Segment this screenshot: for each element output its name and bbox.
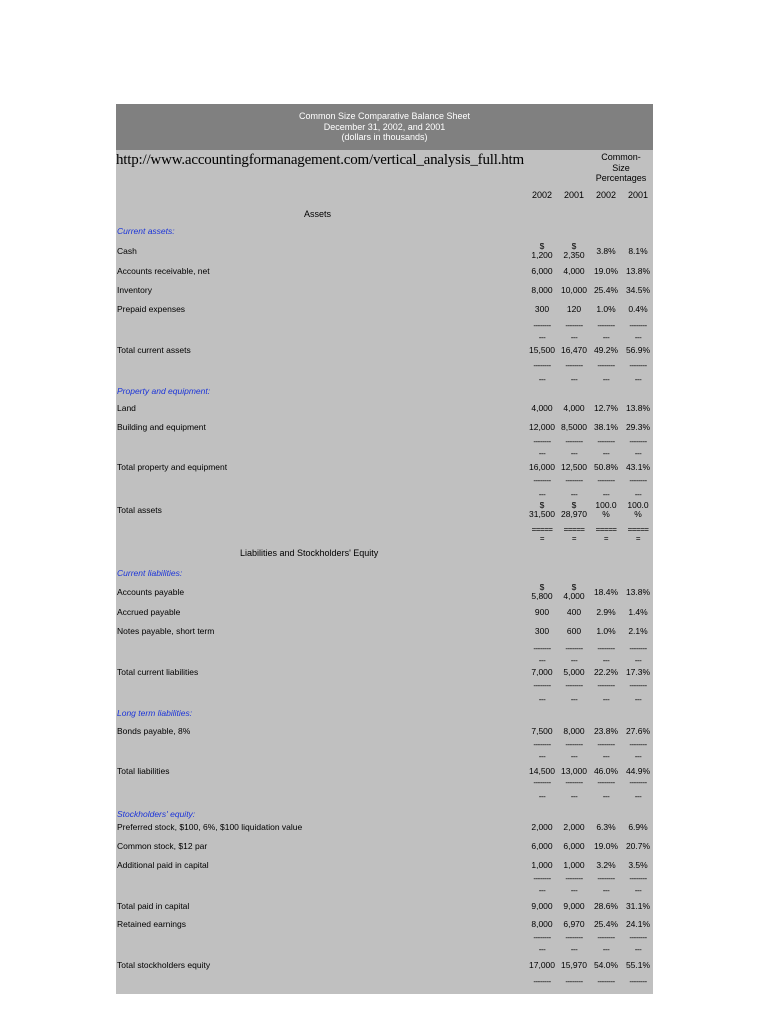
- row-value: 4,000: [531, 403, 553, 413]
- row-value: 1.0%: [596, 626, 616, 636]
- row-value: 2,000: [531, 822, 553, 832]
- year-header: 2001: [563, 190, 585, 200]
- row-value: 12,500: [561, 462, 587, 472]
- row-value: 600: [566, 626, 582, 636]
- row-value: 25.4%: [593, 919, 619, 929]
- row-label: Inventory: [117, 285, 152, 295]
- row-value: 55.1%: [625, 960, 651, 970]
- row-value: 3.2%: [596, 860, 616, 870]
- row-label: Total current liabilities: [117, 667, 199, 677]
- row-value: 13.8%: [625, 587, 651, 597]
- row-label: Total current assets: [117, 345, 191, 355]
- row-value: 100.0 %: [595, 500, 617, 519]
- row-label: Total assets: [117, 505, 162, 515]
- row-value: 6.9%: [628, 822, 648, 832]
- row-value: 15,970: [561, 960, 587, 970]
- row-value: 15,500: [529, 345, 555, 355]
- row-value: 2.9%: [596, 607, 616, 617]
- year-header: 2001: [627, 190, 649, 200]
- category-equity: Stockholders' equity:: [117, 809, 196, 819]
- row-value: 46.0%: [593, 766, 619, 776]
- balance-sheet-table: Common Size Comparative Balance Sheet December 31, 2002, and 2001 (dollars in thousands) http://www.accountingformanagement.com/vertical_analysis_full.htm Common- Size Percentages 2002 2001 2002 2001 Assets Current assets: Cash $ 1,200 $ 2,350 3.8% 8.1% Accounts receivable, net 6,000 4,000 19.0% 13.8% Inventory 8,000 10,000 25.4% 34.5% Prepaid expenses 300 120 1.0% 0.4% Total current assets 15,500 16,470 49.2% 56.9% Land 4,000 4,000 12.7% 13.8% Building and equipment 12,000 8,5000 38.1% 29.3% Total property and equipment 16,000 12,500 50.8% 43.1% Total assets $ 31,500 $ 28,970 100.0 % 100.0 % Accounts payable $ 5,800 $ 4,000 18.4% 13.8% Accrued payable 900 400 2.9% 1.4% Notes payable, short term 300 600 1.0% 2.1% Total current liabilities 7,000 5,000 22.2% 17.3% Bonds payable, 8% 7,500 8,000 23.8% 27.6% Total liabilities 14,500 13,000 46.0% 44.9% Preferred stock, $100, 6%, $100 liquidation value 2,000 2,000 6.3% 6.9% Common stock, $12 par 6,000 6,000 19.0% 20.7% Additional paid in capital 1,000 1,000 3.2% 3.5% Total paid in capital 9,000 9,000 28.6% 31.1% Retained earnings 8,000 6,970 25.4% 24.1% Total stockholders equity 17,000 15,970 54.0% 55.1% -------- -------- -------- -------- --- --- --- --- -------- -------- -------- -------- --- --- --- --- -------- -------- -------- -------- --- --- --- --- -------- -------- -------- -------- --- --- --- --- -------- -------- -------- -------- --- --- --- --- -------- -------- -------- -------- --- --- --- --- -------- -------- -------- -------- --- --- --- --- -------- -------- -------- -------- --- --- --- --- -------- -------- -------- -------- --- --- --- --- -------- -------- -------- -------- --- --- --- --- -------- -------- -------- -------- ===== ===== ===== ===== = = = = Property and equipment: Liabilities and Stockholders' Equity Current liabilities: Long term liabilities: Stockholders' equity:: [116, 104, 653, 994]
- row-value: 23.8%: [593, 726, 619, 736]
- table-header-banner: [116, 104, 653, 150]
- row-value: 7,500: [531, 726, 553, 736]
- row-value: 7,000: [531, 667, 553, 677]
- row-value: 120: [566, 304, 582, 314]
- year-header: 2002: [531, 190, 553, 200]
- row-value: $ 5,800: [531, 582, 553, 601]
- row-value: 27.6%: [625, 726, 651, 736]
- row-value: 3.8%: [596, 246, 616, 256]
- row-value: 14,500: [529, 766, 555, 776]
- table-row: [116, 622, 653, 640]
- row-value: 2.1%: [628, 626, 648, 636]
- row-value: 49.2%: [593, 345, 619, 355]
- row-label: Accounts payable: [117, 587, 185, 597]
- row-value: 38.1%: [593, 422, 619, 432]
- row-label: Common stock, $12 par: [117, 841, 208, 851]
- row-value: 100.0 %: [627, 500, 649, 519]
- row-value: 3.5%: [628, 860, 648, 870]
- row-value: 25.4%: [593, 285, 619, 295]
- row-label: Land: [117, 403, 136, 413]
- row-value: 17.3%: [625, 667, 651, 677]
- row-value: 4,000: [563, 266, 585, 276]
- row-label: Preferred stock, $100, 6%, $100 liquidation value: [117, 822, 303, 832]
- row-label: Total liabilities: [117, 766, 170, 776]
- table-row: [116, 418, 653, 436]
- row-value: 8,000: [531, 285, 553, 295]
- category-property: Property and equipment:: [117, 386, 211, 396]
- row-value: 1,000: [531, 860, 553, 870]
- row-value: 16,470: [561, 345, 587, 355]
- category-current-assets: Current assets:: [117, 226, 175, 236]
- row-value: 8,5000: [561, 422, 587, 432]
- table-row: [116, 458, 653, 476]
- row-label: Cash: [117, 246, 137, 256]
- row-value: 43.1%: [625, 462, 651, 472]
- row-value: 6,970: [563, 919, 585, 929]
- row-value: 400: [566, 607, 582, 617]
- table-row: [116, 818, 653, 836]
- table-row: [116, 722, 653, 740]
- table-row: [116, 262, 653, 280]
- row-label: Accrued payable: [117, 607, 181, 617]
- row-value: $ 1,200: [531, 241, 553, 260]
- table-row: [116, 399, 653, 417]
- row-value: 19.0%: [593, 841, 619, 851]
- row-value: 6,000: [531, 841, 553, 851]
- row-value: 9,000: [531, 901, 553, 911]
- table-row: [116, 897, 653, 915]
- row-label: Total property and equipment: [117, 462, 228, 472]
- section-heading-liabilities: Liabilities and Stockholders' Equity: [240, 548, 379, 558]
- row-value: 31.1%: [625, 901, 651, 911]
- row-value: 16,000: [529, 462, 555, 472]
- table-row: [116, 300, 653, 318]
- row-value: 6,000: [531, 266, 553, 276]
- row-value: 56.9%: [625, 345, 651, 355]
- row-value: 12,000: [529, 422, 555, 432]
- row-value: $ 31,500: [529, 500, 555, 519]
- row-value: 6.3%: [596, 822, 616, 832]
- row-value: 2,000: [563, 822, 585, 832]
- row-value: 10,000: [561, 285, 587, 295]
- row-value: 50.8%: [593, 462, 619, 472]
- row-value: 18.4%: [593, 587, 619, 597]
- row-label: Retained earnings: [117, 919, 186, 929]
- row-value: 20.7%: [625, 841, 651, 851]
- row-value: 28.6%: [593, 901, 619, 911]
- table-row: [116, 242, 653, 260]
- row-value: 300: [534, 304, 550, 314]
- row-value: 8,000: [563, 726, 585, 736]
- sheet-title: Common Size Comparative Balance Sheet: [298, 111, 471, 121]
- row-label: Bonds payable, 8%: [117, 726, 191, 736]
- row-value: 8.1%: [628, 246, 648, 256]
- row-value: $ 2,350: [563, 241, 585, 260]
- row-value: 22.2%: [593, 667, 619, 677]
- table-row: [116, 837, 653, 855]
- row-value: 13.8%: [625, 403, 651, 413]
- row-value: 6,000: [563, 841, 585, 851]
- row-value: 1.0%: [596, 304, 616, 314]
- row-value: 13.8%: [625, 266, 651, 276]
- table-row: [116, 762, 653, 780]
- category-current-liabilities: Current liabilities:: [117, 568, 183, 578]
- category-long-term: Long term liabilities:: [117, 708, 193, 718]
- row-value: 900: [534, 607, 550, 617]
- row-value: $ 28,970: [561, 500, 587, 519]
- table-row: [116, 856, 653, 874]
- row-value: $ 4,000: [563, 582, 585, 601]
- year-header: 2002: [595, 190, 617, 200]
- row-label: Prepaid expenses: [117, 304, 186, 314]
- sheet-units: (dollars in thousands): [341, 132, 428, 142]
- row-value: 29.3%: [625, 422, 651, 432]
- row-label: Total paid in capital: [117, 901, 190, 911]
- row-value: 4,000: [563, 403, 585, 413]
- row-value: 0.4%: [628, 304, 648, 314]
- row-value: 24.1%: [625, 919, 651, 929]
- row-value: 13,000: [561, 766, 587, 776]
- row-value: 17,000: [529, 960, 555, 970]
- table-row: [116, 501, 653, 519]
- row-value: 1,000: [563, 860, 585, 870]
- common-size-heading: Common- Size Percentages: [595, 152, 647, 183]
- row-label: Building and equipment: [117, 422, 206, 432]
- table-row: [116, 603, 653, 621]
- section-heading-assets: Assets: [304, 209, 332, 219]
- table-row: [116, 583, 653, 601]
- source-url: http://www.accountingformanagement.com/vertical_analysis_full.htm: [116, 152, 524, 168]
- row-label: Total stockholders equity: [117, 960, 211, 970]
- table-row: [116, 956, 653, 974]
- row-value: 44.9%: [625, 766, 651, 776]
- sheet-date: December 31, 2002, and 2001: [323, 121, 446, 132]
- table-row: [116, 281, 653, 299]
- row-value: 5,000: [563, 667, 585, 677]
- row-value: 54.0%: [593, 960, 619, 970]
- row-value: 34.5%: [625, 285, 651, 295]
- row-label: Additional paid in capital: [117, 860, 209, 870]
- row-value: 12.7%: [593, 403, 619, 413]
- table-row: [116, 663, 653, 681]
- row-label: Notes payable, short term: [117, 626, 215, 636]
- table-row: [116, 341, 653, 359]
- row-value: 8,000: [531, 919, 553, 929]
- table-row: [116, 915, 653, 933]
- row-value: 19.0%: [593, 266, 619, 276]
- row-label: Accounts receivable, net: [117, 266, 210, 276]
- row-value: 9,000: [563, 901, 585, 911]
- row-value: 1.4%: [628, 607, 648, 617]
- row-value: 300: [534, 626, 550, 636]
